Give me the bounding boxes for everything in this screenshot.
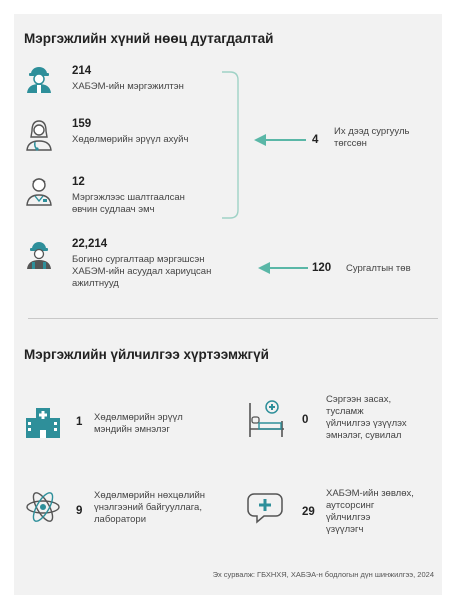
callout-label: Их дээд сургууль [334,126,410,137]
hospital-building-icon [24,402,62,438]
item-value: 12 [72,176,85,188]
item-value: 9 [76,505,83,517]
item-label: Хөдөлмөрийн эрүүл ахуйч [72,134,189,145]
section1-title: Мэргэжлийн хүний нөөц дутагдалтай [24,31,274,46]
arrow-left-icon [258,262,310,274]
item-label: аутсорсинг [326,500,375,511]
item-label: Сэргээн засах, [326,394,392,405]
atom-icon [24,488,62,526]
item-label: Мэргэжлээс шалтгаалсан [72,192,185,203]
source-note: Эх сурвалж: ГБХНХЯ, ХАБЭА-н бодлогын дүн шинжилгээ, 2024 [212,570,434,579]
item-label: ХАБЭМ-ийн зөвлөх, [326,488,414,499]
item-label: ХАБЭМ-ийн мэргэжилтэн [72,81,184,92]
item-label: эмнэлэг, сувилал [326,430,402,441]
item-value: 159 [72,118,92,130]
section2-title: Мэргэжлийн үйлчилгээ хүртээмжгүй [24,347,269,362]
item-label: мэндийн эмнэлэг [94,424,170,435]
item-label: үнэлгээний байгууллага, [94,502,202,513]
item-value: 214 [72,65,92,77]
item-value: 0 [302,414,309,426]
item-value: 1 [76,416,83,428]
section-divider [28,318,438,319]
female-doctor-icon [24,117,54,151]
construction-worker-icon [24,238,54,270]
callout-value: 4 [312,134,319,146]
callout-label: төгссөн [334,138,367,149]
infographic-card [14,14,442,595]
item-label: үзүүлэгч [326,524,364,535]
item-label: Хөдөлмөрийн эрүүл [94,412,183,423]
item-label: үйлчилгээ [326,512,371,523]
item-value: 22,214 [72,238,108,250]
item-label: Хөдөлмөрийн нөхцөлийн [94,490,205,501]
item-label: үйлчилгээ үзүүлэх [326,418,407,429]
callout-value: 120 [312,262,332,274]
item-label: ажилтнууд [72,278,119,289]
male-doctor-icon [24,172,54,206]
callout-label: Сургалтын төв [346,263,411,274]
item-label: өвчин судлаач эмч [72,204,155,215]
hospital-bed-icon [246,399,286,439]
group-bracket [220,70,244,220]
item-value: 29 [302,506,315,518]
item-label: ХАБЭМ-ийн асуудал хариуцсан [72,266,212,277]
worker-helmet-icon [24,62,54,94]
medical-chat-icon [246,488,286,526]
item-label: лаборатори [94,514,147,525]
item-label: Богино сургалтаар мэргэшсэн [72,254,205,265]
arrow-left-icon [254,134,308,146]
item-label: тусламж [326,406,364,417]
